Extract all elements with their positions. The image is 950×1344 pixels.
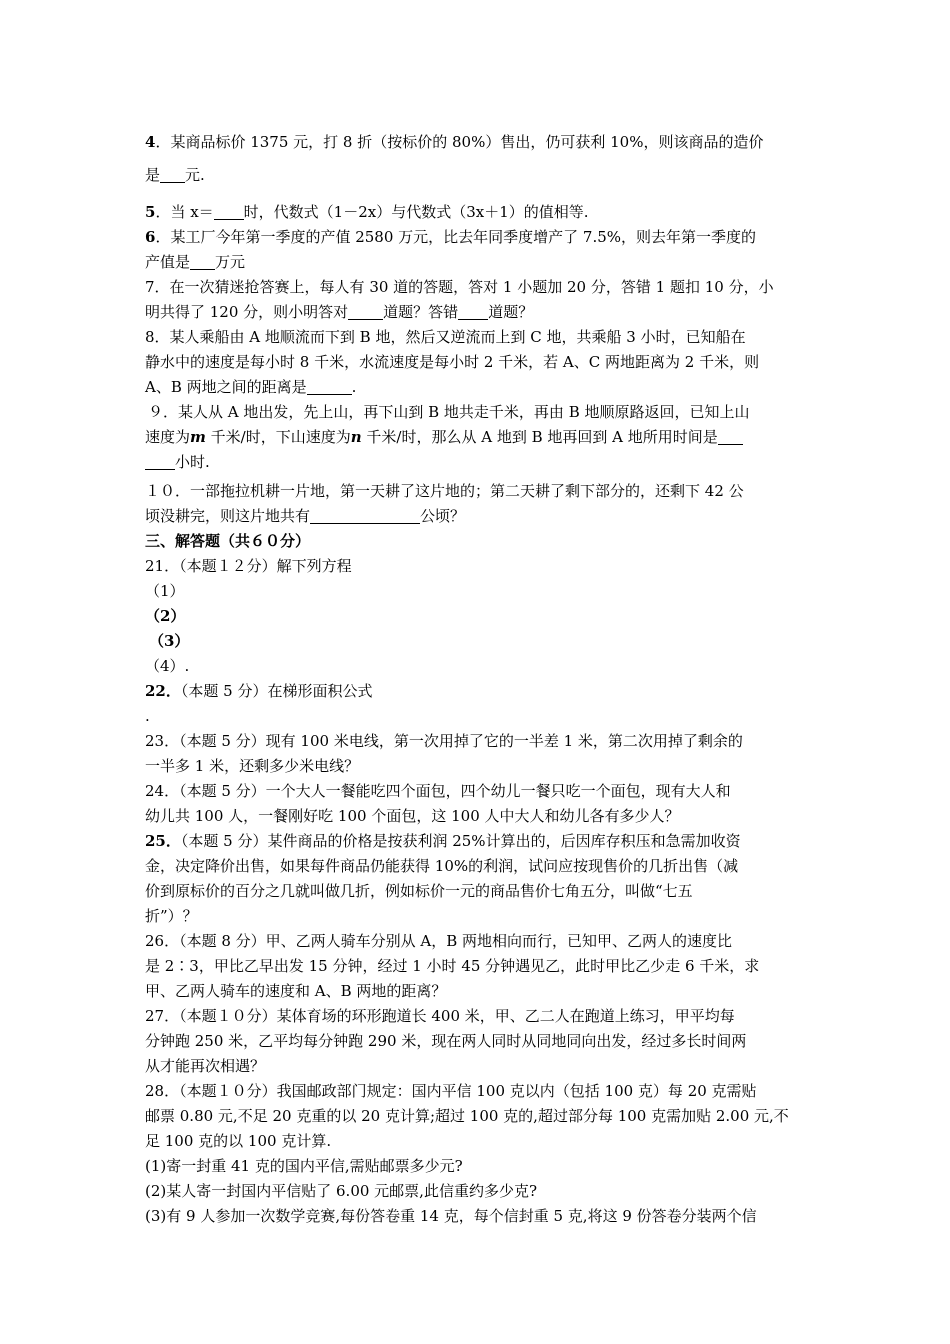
question-10-line-1: １０．一部拖拉机耕一片地，第一天耕了这片地的；第二天耕了剩下部分的，还剩下 42 公 bbox=[145, 482, 744, 500]
question-26-line-2: 是 2∶3，甲比乙早出发 15 分钟，经过 1 小时 45 分钟遇见乙，此时甲比乙少走 6 千米，求 bbox=[145, 957, 760, 975]
question-21-part-1: （1） bbox=[145, 582, 185, 600]
question-27-line-2: 分钟跑 250 米，乙平均每分钟跑 290 米，现在两人同时从同地同向出发，经过多长时间两 bbox=[145, 1032, 747, 1050]
question-4-line-2: 是 元. bbox=[145, 166, 205, 184]
question-5-number: 5 bbox=[145, 203, 156, 221]
question-6-line-1: 6．某工厂今年第一季度的产值 2580 万元，比去年同季度增产了 7.5%，则去年第一季度的 bbox=[145, 228, 757, 246]
answer-blank[interactable] bbox=[145, 453, 175, 470]
question-21-part-2: （2） bbox=[145, 607, 186, 625]
question-5: 5．当 x＝ 时，代数式（1－2x）与代数式（3x＋1）的值相等. bbox=[145, 203, 589, 221]
question-28-line-3: 足 100 克的以 100 克计算. bbox=[145, 1132, 332, 1150]
answer-blank[interactable] bbox=[307, 378, 352, 395]
answer-blank[interactable] bbox=[214, 203, 244, 220]
answer-blank[interactable] bbox=[160, 166, 185, 183]
question-28-line-1: 28．（本题１０分）我国邮政部门规定：国内平信 100 克以内（包括 100 克）每 20 克需贴 bbox=[145, 1082, 757, 1100]
question-4-number: 4 bbox=[145, 133, 156, 151]
question-28-part-3: (3)有 9 人参加一次数学竞赛,每份答卷重 14 克，每个信封重 5 克,将这 9 份答卷分装两个信 bbox=[145, 1207, 757, 1225]
question-24-line-2: 幼儿共 100 人，一餐刚好吃 100 个面包，这 100 人中大人和幼儿各有多少人？ bbox=[145, 807, 680, 825]
question-25-line-4: 折”）？ bbox=[145, 907, 198, 925]
question-9-line-3: 小时. bbox=[145, 450, 810, 475]
question-28-part-2: (2)某人寄一封国内平信贴了 6.00 元邮票,此信重约多少克? bbox=[145, 1182, 537, 1200]
question-6-number: 6 bbox=[145, 228, 156, 246]
question-22-number: 22． bbox=[145, 682, 181, 700]
question-21-part-4: （4）. bbox=[145, 657, 190, 675]
question-28-line-2: 邮票 0.80 元,不足 20 克重的以 20 克计算;超过 100 克的,超过部分每 100 克需加贴 2.00 元,不 bbox=[145, 1107, 789, 1125]
question-8-line-1: 8．某人乘船由 A 地顺流而下到 B 地，然后又逆流而上到 C 地，共乘船 3 小时，已知船在 bbox=[145, 328, 746, 346]
question-24-line-1: 24．（本题 5 分）一个大人一餐能吃四个面包，四个幼儿一餐只吃一个面包，现有大人和 bbox=[145, 782, 731, 800]
answer-blank[interactable] bbox=[190, 253, 215, 270]
question-9-line-1: ９．某人从 A 地出发，先上山，再下山到 B 地共走千米，再由 B 地顺原路返回，已知上山 bbox=[148, 403, 750, 421]
question-8-line-3: A、B 两地之间的距离是 . bbox=[145, 378, 357, 396]
question-25-number: 25． bbox=[145, 832, 181, 850]
answer-blank[interactable] bbox=[310, 507, 420, 524]
answer-blank[interactable] bbox=[718, 428, 743, 445]
answer-blank[interactable] bbox=[348, 303, 383, 320]
document-page bbox=[145, 130, 810, 1229]
question-22-end: . bbox=[145, 707, 150, 725]
question-28-part-1: (1)寄一封重 41 克的国内平信,需贴邮票多少元? bbox=[145, 1157, 463, 1175]
question-25-line-1: 25．（本题 5 分）某件商品的价格是按获利润 25%计算出的，后因库存积压和急需加收资 bbox=[145, 832, 741, 850]
question-7-line-2: 明共得了 120 分，则小明答对 道题？答错 道题？ bbox=[145, 303, 534, 321]
question-10-line-2: 顷没耕完，则这片地共有 公顷？ bbox=[145, 507, 466, 525]
question-6-line-2: 产值是 万元 bbox=[145, 253, 246, 271]
question-26-line-3: 甲、乙两人骑车的速度和 A、B 两地的距离？ bbox=[145, 982, 447, 1000]
question-4-line-1: 4．某商品标价 1375 元，打 8 折（按标价的 80%）售出，仍可获利 10%，则该商品的造价 bbox=[145, 133, 764, 151]
question-25-line-3: 价到原标价的百分之几就叫做几折，例如标价一元的商品售价七角五分，叫做“七五 bbox=[145, 882, 693, 900]
question-23-line-2: 一半多 1 米，还剩多少米电线？ bbox=[145, 757, 360, 775]
question-8-line-2: 静水中的速度是每小时 8 千米，水流速度是每小时 2 千米，若 A、C 两地距离为 2 千米，则 bbox=[145, 353, 760, 371]
question-25-line-2: 金，决定降价出售，如果每件商品仍能获得 10%的利润，试问应按现售价的几折出售（减 bbox=[145, 857, 739, 875]
section-3-heading: 三、解答题（共６０分） bbox=[145, 532, 311, 550]
question-27-line-3: 从才能再次相遇？ bbox=[145, 1057, 266, 1075]
answer-blank[interactable] bbox=[458, 303, 488, 320]
question-21-part-3: （3） bbox=[149, 632, 190, 650]
question-22: 22．（本题 5 分）在梯形面积公式 bbox=[145, 682, 373, 700]
question-23-line-1: 23．（本题 5 分）现有 100 米电线，第一次用掉了它的一半差 1 米，第二次用掉了剩余的 bbox=[145, 732, 743, 750]
question-21-prompt: 21．（本题１２分）解下列方程 bbox=[145, 557, 352, 575]
question-9-line-2: 速度为m 千米/时，下山速度为n 千米/时，那么从 A 地到 B 地再回到 A 地所用时间是 bbox=[145, 425, 810, 450]
question-7-line-1: 7．在一次猜迷抢答赛上，每人有 30 道的答题，答对 1 小题加 20 分，答错 1 题扣 10 分，小 bbox=[145, 278, 774, 296]
question-26-line-1: 26．（本题 8 分）甲、乙两人骑车分别从 A，B 两地相向而行，已知甲、乙两人的速度比 bbox=[145, 932, 733, 950]
question-27-line-1: 27．（本题１０分）某体育场的环形跑道长 400 米，甲、乙二人在跑道上练习，甲平均每 bbox=[145, 1007, 735, 1025]
